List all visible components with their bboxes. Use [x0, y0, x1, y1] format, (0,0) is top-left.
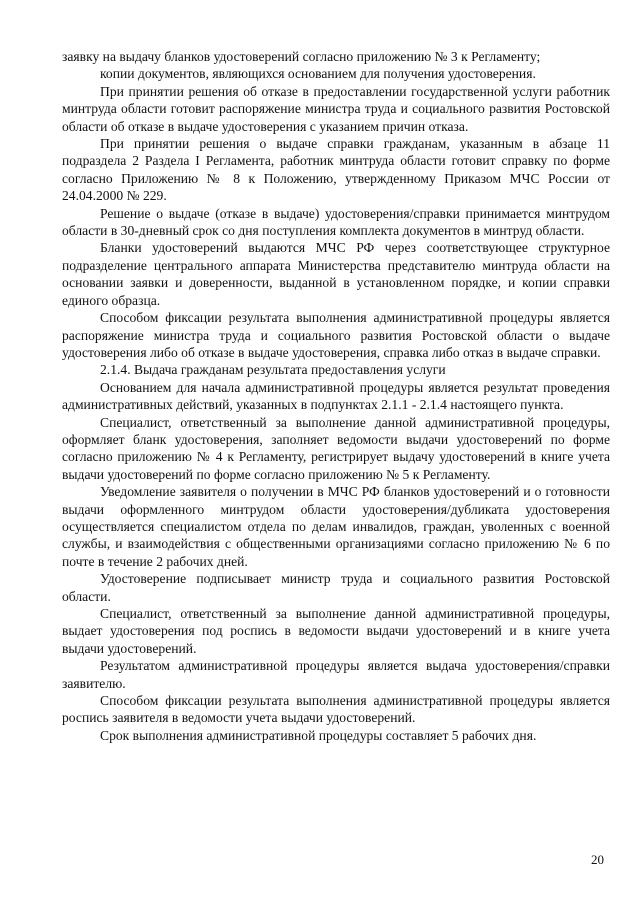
paragraph-2: копии документов, являющихся основанием для получения удостоверения.: [100, 66, 536, 82]
paragraph-15: Способом фиксации результата выполнения административной процедуры является роспись заявителя в ведомости учета выдачи удостоверений.: [62, 693, 610, 726]
page-number: 20: [591, 852, 604, 867]
paragraph-5: Решение о выдаче (отказе в выдаче) удостоверения/справки принимается минтрудом области в 30-дневный срок со дня поступления комплекта документов в минтруд области.: [62, 205, 610, 239]
paragraph-3: При принятии решения об отказе в предоставлении государственной услуги работник минтруда области готовит распоряжение министра труда и социального развития Ростовской области об отказе в выдаче удостоверения с указанием причин отказа.: [62, 83, 610, 134]
paragraph-11: Уведомление заявителя о получении в МЧС РФ бланков удостоверений и о готовности выдачи оформленного минтрудом области удостоверения/дубликата удостоверения осуществляется специалистом отдела по делам инвалидов, граждан, уволенных с военной службы, и взаимодействия с общественными организациями согласно приложению № 6 по почте в течение 2 рабочих дней.: [62, 484, 610, 569]
document-page: [62, 48, 610, 744]
paragraph-12: Удостоверение подписывает министр труда и социального развития Ростовской области.: [62, 571, 610, 604]
paragraph-6: Бланки удостоверений выдаются МЧС РФ через соответствующее структурное подразделение центрального аппарата Министерства представителю минтруда области на основании заявки и доверенности, выданной в установленном порядке, и копии справки единого образца.: [62, 240, 610, 308]
paragraph-16: Срок выполнения административной процедуры составляет 5 рабочих дня.: [100, 727, 537, 743]
paragraph-4: При принятии решения о выдаче справки гражданам, указанным в абзаце 11 подраздела 2 Раздела I Регламента, работник минтруда области готовит справку по форме согласно Приложению № 8 к Положению, утвержденному Приказом МЧС России от 24.04.2000 № 229.: [62, 136, 610, 204]
paragraph-14: Результатом административной процедуры является выдача удостоверения/справки заявителю.: [62, 658, 610, 691]
paragraph-7: Способом фиксации результата выполнения административной процедуры является распоряжение министра труда и социального развития Ростовской области о выдаче удостоверения либо об отказе в выдаче удостоверения, справка либо отказ в выдаче справки.: [62, 310, 610, 360]
paragraph-1: заявку на выдачу бланков удостоверений согласно приложению № 3 к Регламенту;: [62, 49, 541, 64]
paragraph-10: Специалист, ответственный за выполнение данной административной процедуры, оформляет бланк удостоверения, заполняет ведомости выдачи удостоверений по форме согласно приложению № 4 к Регламенту, регистрирует выдачу удостоверений в книге учета выдачи удостоверений по форме согласно приложению № 5 к Регламенту.: [62, 414, 610, 482]
paragraph-13: Специалист, ответственный за выполнение данной административной процедуры, выдает удостоверения под роспись в ведомости выдачи удостоверений и в книге учета выдачи удостоверений.: [62, 606, 610, 656]
paragraph-9: Основанием для начала административной процедуры является результат проведения административных действий, указанных в подпунктах 2.1.1 - 2.1.4 настоящего пункта.: [62, 379, 610, 413]
section-heading: 2.1.4. Выдача гражданам результата предоставления услуги: [100, 362, 446, 378]
